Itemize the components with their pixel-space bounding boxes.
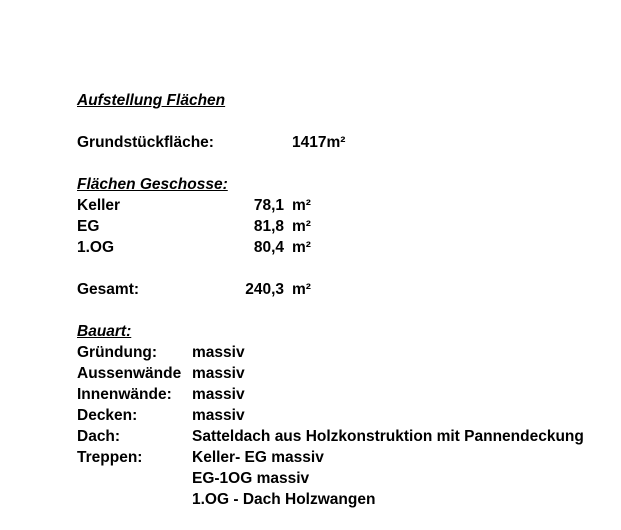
bauart-label: Treppen: bbox=[77, 449, 143, 466]
gesamt-row bbox=[77, 279, 621, 300]
bauart-heading: Bauart: bbox=[77, 323, 132, 340]
geschoss-unit: m² bbox=[292, 239, 311, 256]
geschosse-heading: Flächen Geschosse: bbox=[77, 176, 228, 193]
grundstueck-value: 1417m² bbox=[292, 134, 346, 151]
bauart-label: Aussenwände bbox=[77, 365, 182, 382]
bauart-value: Satteldach aus Holzkonstruktion mit Pannendeckung bbox=[192, 428, 584, 445]
grundstueck-label: Grundstückfläche: bbox=[77, 134, 214, 151]
geschoss-unit: m² bbox=[292, 218, 311, 235]
geschosse-heading-row bbox=[77, 174, 621, 195]
bauart-label: Gründung: bbox=[77, 344, 158, 361]
bauart-heading-row bbox=[77, 321, 621, 342]
gesamt-value: 240,3 bbox=[245, 281, 284, 298]
geschoss-value: 81,8 bbox=[253, 218, 284, 235]
bauart-value: 1.OG - Dach Holzwangen bbox=[192, 491, 376, 508]
bauart-label: Innenwände: bbox=[77, 386, 172, 403]
geschoss-label: EG bbox=[77, 218, 100, 235]
bauart-label: Decken: bbox=[77, 407, 138, 424]
bauart-value: massiv bbox=[192, 365, 245, 382]
document-title: Aufstellung Flächen bbox=[77, 92, 226, 109]
grundstueck-row bbox=[77, 132, 621, 153]
bauart-value: Keller- EG massiv bbox=[192, 449, 324, 466]
geschoss-row-1og bbox=[77, 237, 621, 258]
bauart-row bbox=[77, 342, 621, 363]
bauart-row bbox=[77, 363, 621, 384]
bauart-row bbox=[77, 447, 621, 468]
gesamt-unit: m² bbox=[292, 281, 311, 298]
geschoss-value: 78,1 bbox=[253, 197, 284, 214]
geschoss-unit: m² bbox=[292, 197, 311, 214]
gesamt-label: Gesamt: bbox=[77, 281, 140, 298]
bauart-row bbox=[77, 426, 621, 447]
bauart-row bbox=[77, 405, 621, 426]
document-title-row bbox=[77, 90, 621, 111]
bauart-row bbox=[77, 384, 621, 405]
bauart-value: massiv bbox=[192, 386, 245, 403]
bauart-label: Dach: bbox=[77, 428, 121, 445]
geschoss-row-eg bbox=[77, 216, 621, 237]
geschoss-label: 1.OG bbox=[77, 239, 115, 256]
document bbox=[77, 90, 621, 510]
bauart-value: EG-1OG massiv bbox=[192, 470, 310, 487]
bauart-value: massiv bbox=[192, 407, 245, 424]
bauart-row bbox=[77, 489, 621, 510]
bauart-value: massiv bbox=[192, 344, 245, 361]
bauart-row bbox=[77, 468, 621, 489]
geschoss-value: 80,4 bbox=[253, 239, 284, 256]
geschoss-row-keller bbox=[77, 195, 621, 216]
geschoss-label: Keller bbox=[77, 197, 121, 214]
